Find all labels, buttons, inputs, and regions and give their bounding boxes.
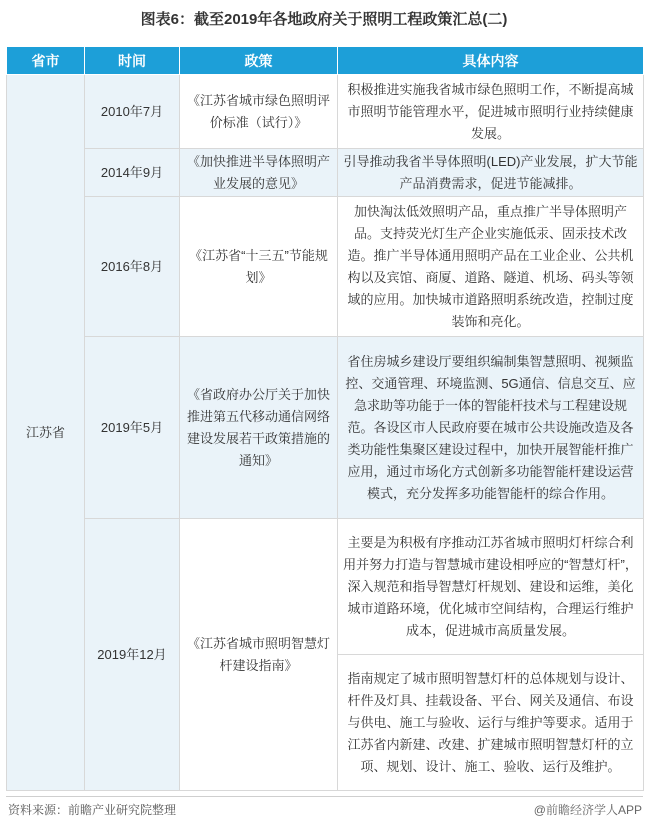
policy-cell: 《加快推进半导体照明产业发展的意见》: [180, 149, 338, 197]
footer-divider: [6, 796, 643, 797]
header-content: 具体内容: [338, 47, 644, 75]
time-cell: 2014年9月: [85, 149, 180, 197]
time-cell: 2016年8月: [85, 197, 180, 337]
content-cell: 引导推动我省半导体照明(LED)产业发展，扩大节能产品消费需求，促进节能减排。: [338, 149, 644, 197]
content-cell: 省住房城乡建设厅要组织编制集智慧照明、视频监控、交通管理、环境监测、5G通信、信息交互、应急求助等功能于一体的智能杆技术与工程建设规范。各设区市人民政府要在城市公共设施改造及各类功能性集聚区建设过程中，加快开展智能杆推广应用，通过市场化方式创新多功能智能杆建设运营模式，充分发挥多功能智能杆的综合作用。: [338, 337, 644, 519]
table-row: [7, 75, 644, 149]
table-row: [7, 149, 644, 197]
footer: [0, 800, 648, 826]
province-cell: 江苏省: [7, 75, 85, 791]
policy-cell: 《江苏省城市照明智慧灯杆建设指南》: [180, 519, 338, 791]
table-row: [7, 519, 644, 655]
header-policy: 政策: [180, 47, 338, 75]
policy-cell: 《江苏省城市绿色照明评价标准（试行）》: [180, 75, 338, 149]
header-province: 省市: [7, 47, 85, 75]
header-time: 时间: [85, 47, 180, 75]
policy-cell: 《省政府办公厅关于加快推进第五代移动通信网络建设发展若干政策措施的通知》: [180, 337, 338, 519]
source-note: 资料来源：前瞻产业研究院整理: [8, 803, 177, 817]
chart-title: 图表6：截至2019年各地政府关于照明工程政策汇总(二): [140, 11, 508, 28]
content-cell: 主要是为积极有序推动江苏省城市照明灯杆综合利用并努力打造与智慧城市建设相呼应的“智慧灯杆”，深入规范和指导智慧灯杆规划、建设和运维，美化城市道路环境，优化城市空间结构，合理运行维护成本，促进城市高质量发展。: [338, 519, 644, 655]
content-cell: 加快淘汰低效照明产品，重点推广半导体照明产品。支持荧光灯生产企业实施低汞、固汞技术改造。推广半导体通用照明产品在工业企业、公共机构以及宾馆、商厦、道路、隧道、机场、码头等领域的应用。加快城市道路照明系统改造，控制过度装饰和亮化。: [338, 197, 644, 337]
policy-table: [6, 46, 644, 791]
time-cell: 2019年12月: [85, 519, 180, 791]
table-header-row: [7, 47, 644, 75]
table-row: [7, 197, 644, 337]
time-cell: 2010年7月: [85, 75, 180, 149]
table-row: [7, 337, 644, 519]
content-cell: 积极推进实施我省城市绿色照明工作，不断提高城市照明节能管理水平，促进城市照明行业持续健康发展。: [338, 75, 644, 149]
time-cell: 2019年5月: [85, 337, 180, 519]
content-cell: 指南规定了城市照明智慧灯杆的总体规划与设计、杆件及灯具、挂载设备、平台、网关及通信、布设与供电、施工与验收、运行与维护等要求。适用于江苏省内新建、改建、扩建城市照明智慧灯杆的立项、规划、设计、施工、验收、运行及维护。: [338, 655, 644, 791]
brand-watermark: @前瞻经济学人APP: [533, 803, 642, 817]
policy-cell: 《江苏省“十三五”节能规划》: [180, 197, 338, 337]
